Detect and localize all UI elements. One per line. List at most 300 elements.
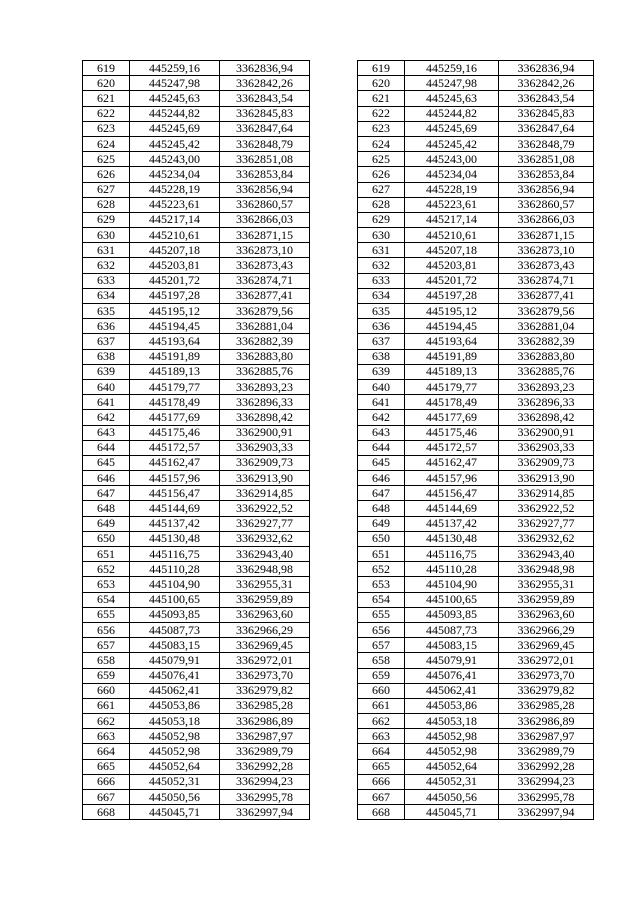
- table-row: [358, 638, 594, 653]
- y-coordinate-cell: 3362896,33: [499, 395, 594, 410]
- table-row: [358, 136, 594, 151]
- y-coordinate-cell: 3362853,84: [220, 167, 310, 182]
- y-coordinate-cell: 3362989,79: [499, 744, 594, 759]
- table-row: [358, 167, 594, 182]
- y-coordinate-cell: 3362845,83: [220, 106, 310, 121]
- table-row: [358, 91, 594, 106]
- y-coordinate-cell: 3362948,98: [220, 562, 310, 577]
- y-coordinate-cell: 3362873,43: [220, 258, 310, 273]
- x-coordinate-cell: 445052,98: [405, 744, 499, 759]
- point-number-cell: 656: [83, 622, 130, 637]
- table-row: [358, 486, 594, 501]
- table-row: [358, 197, 594, 212]
- table-row: [83, 516, 310, 531]
- table-row: [83, 668, 310, 683]
- y-coordinate-cell: 3362847,64: [220, 121, 310, 136]
- x-coordinate-cell: 445137,42: [130, 516, 220, 531]
- point-number-cell: 641: [83, 395, 130, 410]
- point-number-cell: 653: [358, 577, 405, 592]
- x-coordinate-cell: 445053,18: [405, 714, 499, 729]
- x-coordinate-cell: 445104,90: [130, 577, 220, 592]
- point-number-cell: 646: [83, 471, 130, 486]
- x-coordinate-cell: 445179,77: [130, 379, 220, 394]
- x-coordinate-cell: 445243,00: [130, 152, 220, 167]
- x-coordinate-cell: 445245,63: [405, 91, 499, 106]
- x-coordinate-cell: 445052,98: [130, 744, 220, 759]
- x-coordinate-cell: 445178,49: [405, 395, 499, 410]
- coordinate-table-right: [357, 60, 594, 820]
- x-coordinate-cell: 445062,41: [405, 683, 499, 698]
- y-coordinate-cell: 3362845,83: [499, 106, 594, 121]
- point-number-cell: 652: [358, 562, 405, 577]
- table-row: [358, 744, 594, 759]
- x-coordinate-cell: 445203,81: [405, 258, 499, 273]
- point-number-cell: 647: [83, 486, 130, 501]
- table-row: [358, 288, 594, 303]
- x-coordinate-cell: 445245,42: [130, 136, 220, 151]
- x-coordinate-cell: 445052,64: [130, 759, 220, 774]
- y-coordinate-cell: 3362873,43: [499, 258, 594, 273]
- x-coordinate-cell: 445234,04: [130, 167, 220, 182]
- y-coordinate-cell: 3362896,33: [220, 395, 310, 410]
- x-coordinate-cell: 445244,82: [130, 106, 220, 121]
- y-coordinate-cell: 3362955,31: [499, 577, 594, 592]
- x-coordinate-cell: 445053,86: [405, 698, 499, 713]
- x-coordinate-cell: 445179,77: [405, 379, 499, 394]
- table-row: [83, 243, 310, 258]
- point-number-cell: 667: [83, 790, 130, 805]
- y-coordinate-cell: 3362994,23: [499, 774, 594, 789]
- y-coordinate-cell: 3362847,64: [499, 121, 594, 136]
- table-row: [83, 182, 310, 197]
- y-coordinate-cell: 3362909,73: [499, 455, 594, 470]
- y-coordinate-cell: 3362943,40: [220, 547, 310, 562]
- y-coordinate-cell: 3362997,94: [499, 805, 594, 820]
- table-row: [358, 258, 594, 273]
- x-coordinate-cell: 445100,65: [405, 592, 499, 607]
- y-coordinate-cell: 3362927,77: [499, 516, 594, 531]
- point-number-cell: 624: [83, 136, 130, 151]
- y-coordinate-cell: 3362927,77: [220, 516, 310, 531]
- y-coordinate-cell: 3362898,42: [499, 410, 594, 425]
- point-number-cell: 619: [358, 61, 405, 76]
- point-number-cell: 655: [83, 607, 130, 622]
- x-coordinate-cell: 445130,48: [405, 531, 499, 546]
- x-coordinate-cell: 445207,18: [130, 243, 220, 258]
- table-row: [83, 136, 310, 151]
- y-coordinate-cell: 3362871,15: [499, 228, 594, 243]
- table-row: [358, 607, 594, 622]
- point-number-cell: 634: [83, 288, 130, 303]
- point-number-cell: 630: [358, 228, 405, 243]
- table-row: [358, 698, 594, 713]
- x-coordinate-cell: 445201,72: [405, 273, 499, 288]
- table-row: [83, 638, 310, 653]
- x-coordinate-cell: 445144,69: [130, 501, 220, 516]
- x-coordinate-cell: 445079,91: [405, 653, 499, 668]
- y-coordinate-cell: 3362972,01: [220, 653, 310, 668]
- table-row: [83, 486, 310, 501]
- table-row: [358, 334, 594, 349]
- x-coordinate-cell: 445116,75: [130, 547, 220, 562]
- table-row: [83, 531, 310, 546]
- y-coordinate-cell: 3362932,62: [220, 531, 310, 546]
- point-number-cell: 651: [358, 547, 405, 562]
- coordinate-table-left: [82, 60, 310, 820]
- x-coordinate-cell: 445162,47: [130, 455, 220, 470]
- point-number-cell: 642: [358, 410, 405, 425]
- y-coordinate-cell: 3362866,03: [220, 212, 310, 227]
- point-number-cell: 640: [83, 379, 130, 394]
- table-row: [83, 304, 310, 319]
- point-number-cell: 624: [358, 136, 405, 151]
- coordinate-table-body: [358, 61, 594, 820]
- table-row: [358, 729, 594, 744]
- point-number-cell: 668: [83, 805, 130, 820]
- x-coordinate-cell: 445052,31: [405, 774, 499, 789]
- point-number-cell: 650: [83, 531, 130, 546]
- point-number-cell: 668: [358, 805, 405, 820]
- point-number-cell: 638: [358, 349, 405, 364]
- table-row: [83, 379, 310, 394]
- y-coordinate-cell: 3362909,73: [220, 455, 310, 470]
- table-row: [358, 410, 594, 425]
- point-number-cell: 645: [83, 455, 130, 470]
- table-row: [358, 790, 594, 805]
- table-row: [83, 61, 310, 76]
- x-coordinate-cell: 445050,56: [130, 790, 220, 805]
- y-coordinate-cell: 3362948,98: [499, 562, 594, 577]
- x-coordinate-cell: 445177,69: [405, 410, 499, 425]
- y-coordinate-cell: 3362881,04: [499, 319, 594, 334]
- point-number-cell: 666: [358, 774, 405, 789]
- y-coordinate-cell: 3362851,08: [499, 152, 594, 167]
- y-coordinate-cell: 3362914,85: [220, 486, 310, 501]
- y-coordinate-cell: 3362986,89: [499, 714, 594, 729]
- table-row: [83, 258, 310, 273]
- x-coordinate-cell: 445245,63: [130, 91, 220, 106]
- y-coordinate-cell: 3362866,03: [499, 212, 594, 227]
- y-coordinate-cell: 3362848,79: [220, 136, 310, 151]
- table-row: [83, 106, 310, 121]
- x-coordinate-cell: 445157,96: [130, 471, 220, 486]
- point-number-cell: 667: [358, 790, 405, 805]
- y-coordinate-cell: 3362871,15: [220, 228, 310, 243]
- y-coordinate-cell: 3362881,04: [220, 319, 310, 334]
- table-row: [358, 440, 594, 455]
- x-coordinate-cell: 445217,14: [130, 212, 220, 227]
- y-coordinate-cell: 3362972,01: [499, 653, 594, 668]
- y-coordinate-cell: 3362873,10: [220, 243, 310, 258]
- table-row: [83, 76, 310, 91]
- x-coordinate-cell: 445104,90: [405, 577, 499, 592]
- x-coordinate-cell: 445217,14: [405, 212, 499, 227]
- x-coordinate-cell: 445210,61: [130, 228, 220, 243]
- x-coordinate-cell: 445177,69: [130, 410, 220, 425]
- point-number-cell: 656: [358, 622, 405, 637]
- y-coordinate-cell: 3362843,54: [220, 91, 310, 106]
- y-coordinate-cell: 3362913,90: [499, 471, 594, 486]
- x-coordinate-cell: 445157,96: [405, 471, 499, 486]
- x-coordinate-cell: 445194,45: [405, 319, 499, 334]
- point-number-cell: 645: [358, 455, 405, 470]
- point-number-cell: 634: [358, 288, 405, 303]
- x-coordinate-cell: 445178,49: [130, 395, 220, 410]
- x-coordinate-cell: 445207,18: [405, 243, 499, 258]
- table-row: [83, 197, 310, 212]
- y-coordinate-cell: 3362893,23: [499, 379, 594, 394]
- table-row: [358, 516, 594, 531]
- point-number-cell: 635: [83, 304, 130, 319]
- point-number-cell: 663: [83, 729, 130, 744]
- point-number-cell: 665: [358, 759, 405, 774]
- x-coordinate-cell: 445203,81: [130, 258, 220, 273]
- table-row: [83, 744, 310, 759]
- x-coordinate-cell: 445144,69: [405, 501, 499, 516]
- point-number-cell: 648: [358, 501, 405, 516]
- table-row: [83, 395, 310, 410]
- x-coordinate-cell: 445172,57: [405, 440, 499, 455]
- table-row: [83, 592, 310, 607]
- point-number-cell: 642: [83, 410, 130, 425]
- y-coordinate-cell: 3362986,89: [220, 714, 310, 729]
- x-coordinate-cell: 445087,73: [130, 622, 220, 637]
- y-coordinate-cell: 3362992,28: [499, 759, 594, 774]
- point-number-cell: 664: [83, 744, 130, 759]
- table-row: [358, 304, 594, 319]
- point-number-cell: 643: [83, 425, 130, 440]
- x-coordinate-cell: 445156,47: [405, 486, 499, 501]
- table-row: [83, 501, 310, 516]
- point-number-cell: 662: [83, 714, 130, 729]
- y-coordinate-cell: 3362879,56: [499, 304, 594, 319]
- table-row: [358, 805, 594, 820]
- x-coordinate-cell: 445245,69: [130, 121, 220, 136]
- point-number-cell: 657: [83, 638, 130, 653]
- table-row: [83, 683, 310, 698]
- table-row: [358, 547, 594, 562]
- x-coordinate-cell: 445053,86: [130, 698, 220, 713]
- table-row: [83, 273, 310, 288]
- table-row: [358, 152, 594, 167]
- point-number-cell: 633: [83, 273, 130, 288]
- point-number-cell: 647: [358, 486, 405, 501]
- table-row: [83, 228, 310, 243]
- y-coordinate-cell: 3362853,84: [499, 167, 594, 182]
- point-number-cell: 652: [83, 562, 130, 577]
- y-coordinate-cell: 3362969,45: [220, 638, 310, 653]
- x-coordinate-cell: 445083,15: [405, 638, 499, 653]
- point-number-cell: 644: [358, 440, 405, 455]
- point-number-cell: 664: [358, 744, 405, 759]
- table-row: [83, 729, 310, 744]
- x-coordinate-cell: 445116,75: [405, 547, 499, 562]
- x-coordinate-cell: 445093,85: [130, 607, 220, 622]
- point-number-cell: 654: [358, 592, 405, 607]
- table-row: [358, 471, 594, 486]
- point-number-cell: 635: [358, 304, 405, 319]
- table-row: [358, 319, 594, 334]
- table-row: [83, 364, 310, 379]
- x-coordinate-cell: 445045,71: [405, 805, 499, 820]
- y-coordinate-cell: 3362959,89: [220, 592, 310, 607]
- y-coordinate-cell: 3362874,71: [220, 273, 310, 288]
- y-coordinate-cell: 3362893,23: [220, 379, 310, 394]
- point-number-cell: 661: [358, 698, 405, 713]
- table-row: [358, 577, 594, 592]
- table-row: [83, 349, 310, 364]
- point-number-cell: 663: [358, 729, 405, 744]
- y-coordinate-cell: 3362959,89: [499, 592, 594, 607]
- point-number-cell: 643: [358, 425, 405, 440]
- point-number-cell: 666: [83, 774, 130, 789]
- y-coordinate-cell: 3362955,31: [220, 577, 310, 592]
- table-row: [83, 410, 310, 425]
- point-number-cell: 633: [358, 273, 405, 288]
- coordinate-table-body: [83, 61, 310, 820]
- point-number-cell: 626: [83, 167, 130, 182]
- table-row: [358, 182, 594, 197]
- y-coordinate-cell: 3362966,29: [499, 622, 594, 637]
- table-row: [358, 364, 594, 379]
- table-row: [358, 273, 594, 288]
- point-number-cell: 625: [83, 152, 130, 167]
- table-row: [83, 334, 310, 349]
- point-number-cell: 621: [358, 91, 405, 106]
- x-coordinate-cell: 445110,28: [405, 562, 499, 577]
- y-coordinate-cell: 3362883,80: [499, 349, 594, 364]
- x-coordinate-cell: 445210,61: [405, 228, 499, 243]
- y-coordinate-cell: 3362856,94: [499, 182, 594, 197]
- x-coordinate-cell: 445247,98: [405, 76, 499, 91]
- point-number-cell: 619: [83, 61, 130, 76]
- point-number-cell: 649: [83, 516, 130, 531]
- table-row: [358, 592, 594, 607]
- table-row: [83, 121, 310, 136]
- x-coordinate-cell: 445130,48: [130, 531, 220, 546]
- x-coordinate-cell: 445244,82: [405, 106, 499, 121]
- point-number-cell: 639: [83, 364, 130, 379]
- y-coordinate-cell: 3362842,26: [220, 76, 310, 91]
- point-number-cell: 629: [83, 212, 130, 227]
- y-coordinate-cell: 3362987,97: [220, 729, 310, 744]
- table-row: [358, 683, 594, 698]
- table-row: [358, 212, 594, 227]
- x-coordinate-cell: 445195,12: [405, 304, 499, 319]
- table-row: [358, 349, 594, 364]
- x-coordinate-cell: 445087,73: [405, 622, 499, 637]
- x-coordinate-cell: 445053,18: [130, 714, 220, 729]
- table-row: [83, 577, 310, 592]
- table-row: [83, 607, 310, 622]
- point-number-cell: 622: [83, 106, 130, 121]
- y-coordinate-cell: 3362985,28: [499, 698, 594, 713]
- table-row: [83, 698, 310, 713]
- table-row: [83, 152, 310, 167]
- point-number-cell: 628: [83, 197, 130, 212]
- table-row: [358, 759, 594, 774]
- point-number-cell: 632: [83, 258, 130, 273]
- y-coordinate-cell: 3362856,94: [220, 182, 310, 197]
- y-coordinate-cell: 3362963,60: [499, 607, 594, 622]
- point-number-cell: 627: [358, 182, 405, 197]
- y-coordinate-cell: 3362843,54: [499, 91, 594, 106]
- y-coordinate-cell: 3362836,94: [220, 61, 310, 76]
- y-coordinate-cell: 3362836,94: [499, 61, 594, 76]
- table-row: [83, 622, 310, 637]
- x-coordinate-cell: 445175,46: [405, 425, 499, 440]
- x-coordinate-cell: 445045,71: [130, 805, 220, 820]
- y-coordinate-cell: 3362922,52: [499, 501, 594, 516]
- y-coordinate-cell: 3362997,94: [220, 805, 310, 820]
- table-row: [83, 288, 310, 303]
- point-number-cell: 641: [358, 395, 405, 410]
- table-row: [358, 243, 594, 258]
- y-coordinate-cell: 3362885,76: [220, 364, 310, 379]
- x-coordinate-cell: 445201,72: [130, 273, 220, 288]
- y-coordinate-cell: 3362879,56: [220, 304, 310, 319]
- table-row: [358, 531, 594, 546]
- point-number-cell: 631: [83, 243, 130, 258]
- x-coordinate-cell: 445052,98: [405, 729, 499, 744]
- x-coordinate-cell: 445234,04: [405, 167, 499, 182]
- point-number-cell: 637: [358, 334, 405, 349]
- point-number-cell: 632: [358, 258, 405, 273]
- y-coordinate-cell: 3362900,91: [499, 425, 594, 440]
- table-row: [358, 501, 594, 516]
- point-number-cell: 662: [358, 714, 405, 729]
- x-coordinate-cell: 445137,42: [405, 516, 499, 531]
- x-coordinate-cell: 445195,12: [130, 304, 220, 319]
- x-coordinate-cell: 445245,69: [405, 121, 499, 136]
- y-coordinate-cell: 3362900,91: [220, 425, 310, 440]
- x-coordinate-cell: 445259,16: [405, 61, 499, 76]
- x-coordinate-cell: 445052,98: [130, 729, 220, 744]
- table-row: [358, 395, 594, 410]
- x-coordinate-cell: 445050,56: [405, 790, 499, 805]
- x-coordinate-cell: 445194,45: [130, 319, 220, 334]
- point-number-cell: 628: [358, 197, 405, 212]
- y-coordinate-cell: 3362851,08: [220, 152, 310, 167]
- point-number-cell: 626: [358, 167, 405, 182]
- y-coordinate-cell: 3362969,45: [499, 638, 594, 653]
- y-coordinate-cell: 3362979,82: [220, 683, 310, 698]
- y-coordinate-cell: 3362914,85: [499, 486, 594, 501]
- point-number-cell: 636: [358, 319, 405, 334]
- point-number-cell: 620: [83, 76, 130, 91]
- y-coordinate-cell: 3362932,62: [499, 531, 594, 546]
- x-coordinate-cell: 445189,13: [130, 364, 220, 379]
- table-row: [83, 714, 310, 729]
- y-coordinate-cell: 3362882,39: [499, 334, 594, 349]
- table-row: [358, 121, 594, 136]
- point-number-cell: 621: [83, 91, 130, 106]
- table-row: [358, 714, 594, 729]
- y-coordinate-cell: 3362989,79: [220, 744, 310, 759]
- x-coordinate-cell: 445245,42: [405, 136, 499, 151]
- table-row: [83, 440, 310, 455]
- point-number-cell: 630: [83, 228, 130, 243]
- table-row: [358, 228, 594, 243]
- y-coordinate-cell: 3362943,40: [499, 547, 594, 562]
- table-row: [83, 790, 310, 805]
- x-coordinate-cell: 445110,28: [130, 562, 220, 577]
- point-number-cell: 627: [83, 182, 130, 197]
- x-coordinate-cell: 445156,47: [130, 486, 220, 501]
- point-number-cell: 636: [83, 319, 130, 334]
- y-coordinate-cell: 3362903,33: [499, 440, 594, 455]
- x-coordinate-cell: 445243,00: [405, 152, 499, 167]
